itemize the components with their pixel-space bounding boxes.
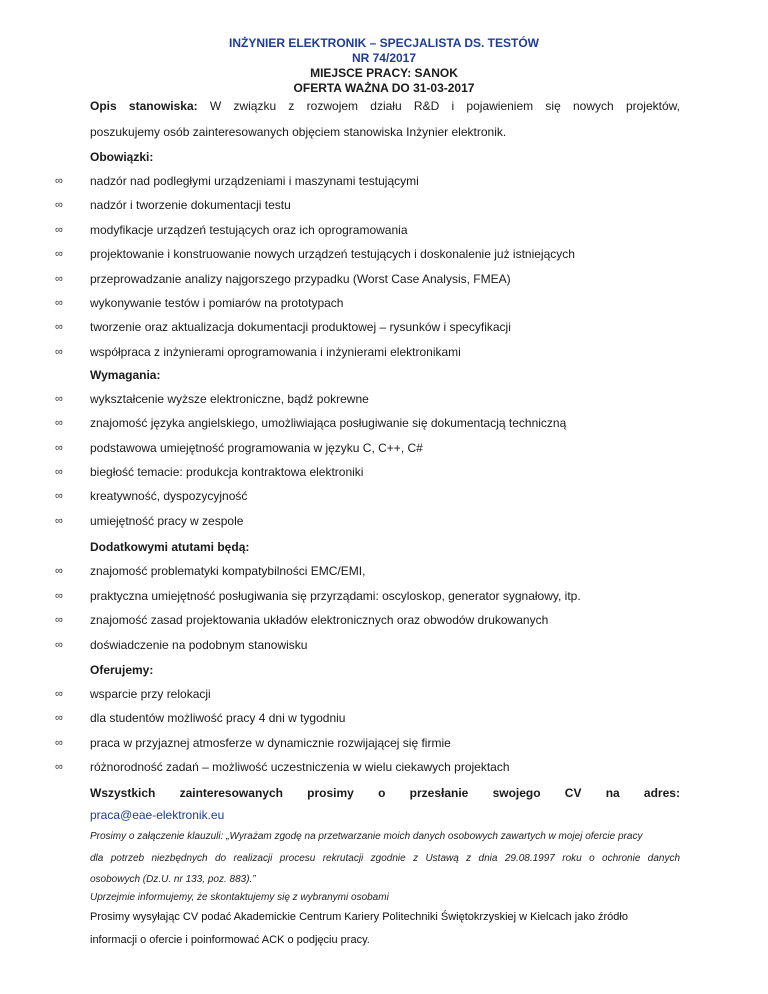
list-item (0, 441, 768, 457)
footer-line-1: Prosimy wysyłając CV podać Akademickie Centrum Kariery Politechniki Świętokrzyskiej w Kielcach jako źródło (90, 911, 628, 923)
bullet-icon: ∞ (55, 565, 63, 577)
list-item-text: praktyczna umiejętność posługiwania się przyrządami: oscyloskop, generator sygnałowy, itp. (90, 588, 581, 603)
list-item-text: projektowanie i konstruowanie nowych urządzeń testujących i doskonalenie już istniejących (90, 247, 575, 262)
list-item-text: różnorodność zadań – możliwość uczestniczenia w wielu ciekawych projektach (90, 759, 510, 774)
duties-heading: Obowiązki: (90, 150, 154, 164)
contact-word: CV (564, 786, 582, 800)
list-item (0, 247, 768, 263)
offers-heading: Oferujemy: (90, 663, 154, 677)
list-item (0, 564, 768, 580)
list-item-text: wykształcenie wyższe elektroniczne, bądź pokrewne (90, 392, 369, 406)
list-item-text: praca w przyjaznej atmosferze w dynamicznie rozwijającej się firmie (90, 735, 451, 750)
contact-word: o (378, 786, 386, 800)
list-item (0, 320, 768, 336)
clause-line-4: Uprzejmie informujemy, że skontaktujemy się z wybranymi osobami (90, 892, 389, 903)
list-item (0, 223, 768, 239)
list-item (0, 489, 768, 505)
bullet-icon: ∞ (55, 248, 63, 261)
description-line-1 (90, 99, 680, 114)
extras-heading: Dodatkowymi atutami będą: (90, 540, 250, 554)
description-line-2: poszukujemy osób zainteresowanych objęciem stanowiska Inżynier elektronik. (90, 125, 507, 139)
work-location: MIEJSCE PRACY: SANOK (310, 66, 458, 80)
list-item (0, 392, 768, 408)
list-item (0, 687, 768, 703)
bullet-icon: ∞ (55, 760, 63, 773)
bullet-icon: ∞ (55, 589, 63, 602)
list-item (0, 760, 768, 776)
bullet-icon: ∞ (55, 465, 63, 478)
list-item (0, 711, 768, 727)
contact-line (90, 786, 680, 801)
list-item-text: biegłość temacie: produkcja kontraktowa elektroniki (90, 464, 364, 479)
clause-line-1: Prosimy o załączenie klauzuli: „Wyrażam zgodę na przetwarzanie moich danych osobowych zawartych w mojej ofercie pracy (90, 831, 643, 842)
list-item-text: nadzór nad podległymi urządzeniami i maszynami testującymi (90, 174, 419, 188)
contact-word: przesłanie (409, 786, 469, 800)
list-item-text: znajomość problematyki kompatybilności EMC/EMI, (90, 564, 366, 578)
bullet-icon: ∞ (55, 736, 63, 749)
bullet-icon: ∞ (55, 393, 63, 405)
list-item-text: znajomość języka angielskiego, umożliwiająca posługiwanie się dokumentacją techniczną (90, 416, 567, 431)
bullet-icon: ∞ (55, 345, 63, 358)
bullet-icon: ∞ (55, 175, 63, 187)
list-item (0, 465, 768, 481)
list-item-text: podstawowa umiejętność programowania w języku C, C++, C# (90, 440, 423, 455)
contact-email-link[interactable]: praca@eae-elektronik.eu (90, 808, 225, 822)
bullet-icon: ∞ (55, 490, 63, 503)
list-item (0, 589, 768, 605)
contact-word: prosimy (307, 786, 354, 800)
list-item-text: przeprowadzanie analizy najgorszego przypadku (Worst Case Analysis, FMEA) (90, 271, 511, 286)
list-item-text: umiejętność pracy w zespole (90, 513, 244, 528)
list-item-text: nadzór i tworzenie dokumentacji testu (90, 198, 291, 213)
list-item-text: modyfikacje urządzeń testujących oraz ich oprogramowania (90, 222, 408, 237)
offer-valid-date: OFERTA WAŻNA DO 31-03-2017 (293, 81, 475, 95)
list-item (0, 345, 768, 361)
list-item-text: tworzenie oraz aktualizacja dokumentacji produktowej – rysunków i specyfikacji (90, 320, 511, 335)
contact-word: Wszystkich (90, 786, 156, 800)
clause-line-3: osobowych (Dz.U. nr 133, poz. 883).” (90, 874, 256, 885)
list-item-text: wsparcie przy relokacji (90, 687, 211, 701)
contact-word: na (605, 786, 620, 800)
clause-line-2: dla potrzeb niezbędnych do realizacji procesu rekrutacji zgodnie z Ustawą z dnia 29.08.1997 roku o ochronie danych (90, 853, 680, 864)
list-item-text: wykonywanie testów i pomiarów na prototypach (90, 296, 344, 310)
requirements-heading: Wymagania: (90, 368, 161, 382)
list-item (0, 416, 768, 432)
contact-word: swojego (492, 786, 541, 800)
bullet-icon: ∞ (55, 688, 63, 700)
bullet-icon: ∞ (55, 441, 63, 454)
bullet-icon: ∞ (55, 272, 63, 285)
bullet-icon: ∞ (55, 199, 63, 212)
offer-number: NR 74/2017 (351, 51, 417, 65)
bullet-icon: ∞ (55, 417, 63, 430)
list-item (0, 174, 768, 190)
bullet-icon: ∞ (55, 514, 63, 527)
contact-word: zainteresowanych (179, 786, 283, 800)
list-item-text: współpraca z inżynierami oprogramowania i inżynierami elektronikami (90, 344, 461, 359)
list-item (0, 514, 768, 530)
list-item (0, 198, 768, 214)
bullet-icon: ∞ (55, 321, 63, 334)
list-item-text: dla studentów możliwość pracy 4 dni w tygodniu (90, 711, 346, 726)
list-item (0, 613, 768, 629)
list-item-text: doświadczenie na podobnym stanowisku (90, 637, 308, 652)
list-item-text: znajomość zasad projektowania układów elektronicznych oraz obwodów drukowanych (90, 613, 549, 627)
bullet-icon: ∞ (55, 223, 63, 236)
list-item (0, 736, 768, 752)
bullet-icon: ∞ (55, 614, 63, 626)
bullet-icon: ∞ (55, 638, 63, 651)
list-item (0, 296, 768, 312)
footer-line-2: informacji o ofercie i poinformować ACK o podjęciu pracy. (90, 934, 370, 946)
list-item-text: kreatywność, dyspozycyjność (90, 489, 248, 504)
bullet-icon: ∞ (55, 297, 63, 309)
description-text-1: W związku z rozwojem działu R&D i pojawieniem się nowych projektów, (209, 99, 680, 113)
job-title: INŻYNIER ELEKTRONIK – SPECJALISTA DS. TESTÓW (228, 36, 540, 50)
contact-word: adres: (643, 786, 680, 800)
list-item (0, 638, 768, 654)
list-item (0, 272, 768, 288)
bullet-icon: ∞ (55, 712, 63, 725)
description-label: Opis stanowiska: (90, 99, 198, 113)
